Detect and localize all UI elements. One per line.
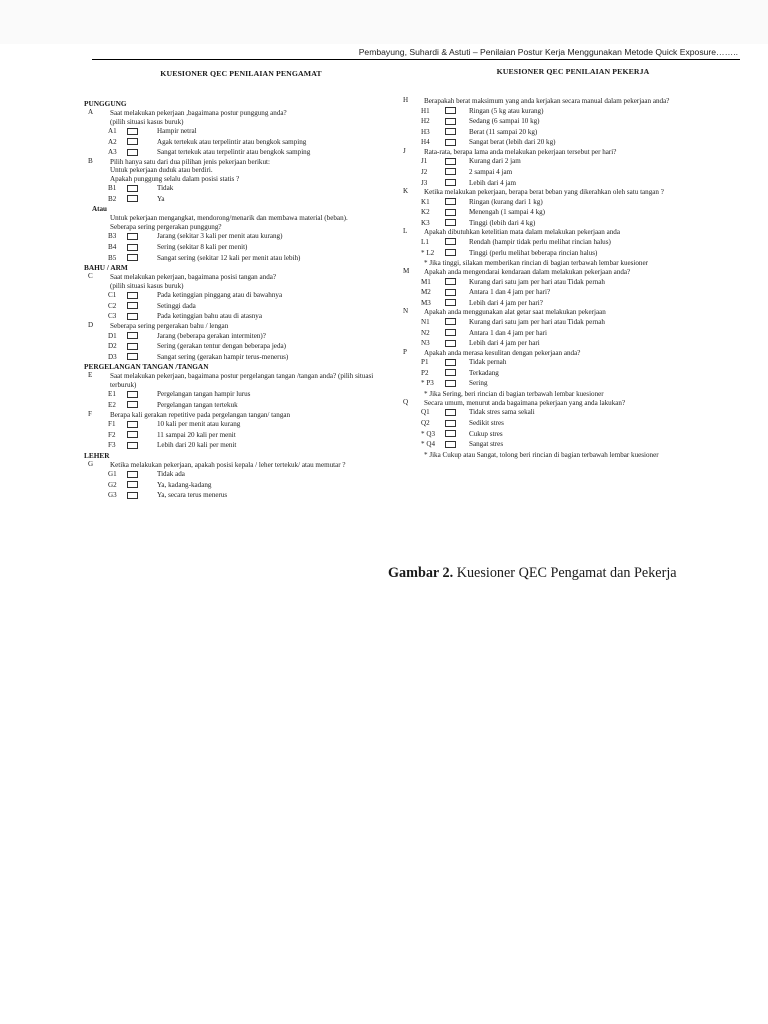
question (84, 158, 398, 184)
option-code: A1 (108, 127, 117, 135)
option-row (403, 237, 743, 248)
option-code: * P3 (421, 379, 434, 388)
option-checkbox[interactable] (127, 128, 138, 135)
question-text: Saat melakukan pekerjaan, bagaimana postur pergelangan tangan /tangan anda? (pilih situasi (110, 372, 374, 381)
option-label: Sangat sering (gerakan hampir terus-menerus) (157, 352, 289, 361)
option-code: P2 (421, 368, 429, 377)
option-row (84, 430, 398, 441)
option-code: H4 (421, 138, 430, 147)
option-checkbox[interactable] (127, 302, 138, 309)
option-checkbox[interactable] (445, 340, 456, 347)
question-text: Berapa kali gerakan repetitive pada pergelangan tangan/ tangan (110, 410, 291, 419)
option-row (403, 137, 743, 148)
option-code: L1 (421, 237, 429, 246)
option-code: * L2 (421, 248, 435, 257)
option-label: Pergelangan tangan hampir lurus (157, 390, 251, 399)
option-checkbox[interactable] (127, 391, 138, 398)
option-checkbox[interactable] (445, 409, 456, 416)
option-row (84, 311, 398, 322)
option-row (403, 287, 743, 298)
question (403, 308, 743, 317)
question-code: L (403, 227, 408, 236)
section-heading: LEHER (84, 450, 110, 460)
option-row (84, 231, 398, 242)
option-label: Hampir netral (157, 127, 197, 135)
question (84, 411, 398, 420)
option-label: Ya (157, 194, 165, 203)
option-checkbox[interactable] (445, 158, 456, 165)
observer-questionnaire (84, 68, 398, 501)
option-checkbox[interactable] (127, 401, 138, 408)
option-code: H1 (421, 106, 430, 115)
option-code: D3 (108, 352, 117, 361)
option-code: J2 (421, 167, 428, 176)
option-label: Kurang dari 2 jam (469, 157, 521, 166)
option-row (84, 389, 398, 400)
option-label: Sangat stres (469, 440, 504, 449)
footnote-instruction: * Jika Sering, beri rincian di bagian terbawah lembar kuesioner (424, 389, 604, 398)
option-code: B2 (108, 194, 117, 203)
option-label: Agak tertekuk atau terpelintir atau bengkok samping (157, 137, 307, 146)
question-text: Apakah anda menggunakan alat getar saat melakukan pekerjaan (424, 308, 606, 317)
option-row (84, 341, 398, 352)
option-code: A2 (108, 137, 117, 146)
option-checkbox[interactable] (127, 149, 138, 156)
option-checkbox[interactable] (127, 185, 138, 192)
option-checkbox[interactable] (127, 195, 138, 202)
option-row (403, 277, 743, 288)
option-checkbox[interactable] (127, 233, 138, 240)
option-code: C3 (108, 312, 117, 321)
question-text: Ketika melakukan pekerjaan, apakah posisi kepala / leher tertekuk/ atau memutar ? (110, 460, 346, 469)
option-row (403, 127, 743, 138)
option-row (84, 194, 398, 205)
option-code: H3 (421, 127, 430, 136)
question-text: (pilih situasi kasus buruk) (110, 281, 184, 290)
option-code: K1 (421, 197, 430, 206)
caption-label: Gambar 2. (388, 565, 454, 581)
question-code: E (88, 371, 93, 380)
question-text: Untuk pekerjaan duduk atau berdiri. (110, 166, 213, 175)
option-row (84, 126, 398, 137)
option-row (84, 137, 398, 148)
question (403, 228, 743, 237)
option-row (84, 419, 398, 430)
option-label: Sangat berat (lebih dari 20 kg) (469, 138, 556, 147)
option-label: Jarang (sekitar 3 kali per menit atau kurang) (157, 232, 283, 241)
section-heading: BAHU / ARM (84, 263, 128, 273)
question-text: Apakah punggung selalu dalam posisi statis ? (110, 174, 240, 183)
option-row (84, 440, 398, 451)
option-label: Lebih dari 4 jam (469, 178, 517, 187)
question-code: P (403, 347, 407, 356)
option-checkbox[interactable] (445, 168, 456, 175)
option-label: Sering (gerakan tentur dengan beberapa jeda) (157, 342, 287, 351)
option-code: P1 (421, 358, 429, 367)
option-label: 2 sampai 4 jam (469, 167, 513, 176)
option-checkbox[interactable] (127, 292, 138, 299)
option-row (403, 197, 743, 208)
option-label: Pergelangan tangan tertekuk (157, 400, 238, 409)
option-code: G3 (108, 491, 117, 500)
option-label: Lebih dari 4 jam per hari (469, 339, 540, 348)
option-row (84, 183, 398, 194)
option-code: G2 (108, 480, 117, 489)
option-code: B3 (108, 232, 117, 241)
option-row (84, 242, 398, 253)
option-code: G1 (108, 470, 117, 479)
option-checkbox[interactable] (445, 441, 456, 448)
question-text: Secara umum, menurut anda bagaimana pekerjaan yang anda lakukan? (424, 398, 626, 407)
option-row (84, 147, 398, 158)
option-label: Sangat sering (sekitar 12 kali per menit atau lebih) (157, 253, 301, 262)
option-code: J1 (421, 157, 428, 166)
option-code: J3 (421, 178, 428, 187)
question (403, 268, 743, 277)
option-checkbox[interactable] (127, 313, 138, 320)
question (84, 322, 398, 331)
option-code: K3 (421, 218, 430, 227)
option-checkbox[interactable] (445, 209, 456, 216)
option-code: M2 (421, 288, 431, 297)
option-code: N3 (421, 339, 430, 348)
option-code: * Q4 (421, 440, 435, 449)
option-row (403, 167, 743, 178)
option-checkbox[interactable] (127, 254, 138, 261)
option-checkbox[interactable] (127, 421, 138, 428)
caption-text: Kuesioner QEC Pengamat dan Pekerja (453, 565, 677, 581)
question-text: Berapakah berat maksimum yang anda kerjakan secara manual dalam pekerjaan anda? (424, 97, 670, 105)
option-row (403, 439, 743, 450)
question-code: M (403, 267, 410, 276)
question-text: Apakah anda merasa kesulitan dengan pekerjaan anda? (424, 348, 581, 357)
footnote-instruction: * Jika Cukup atau Sangat, tolong beri rincian di bagian terbawah lembar kuesioner (424, 450, 659, 459)
option-checkbox[interactable] (445, 318, 456, 325)
option-label: Tinggi (perlu melihat beberapa rincian halus) (469, 248, 598, 257)
question-text: (pilih situasi kasus buruk) (110, 117, 184, 126)
worker-title: KUESIONER QEC PENILAIAN PEKERJA (496, 67, 650, 76)
option-row (403, 207, 743, 218)
question (403, 97, 743, 106)
observer-questions (84, 99, 398, 501)
footnote-instruction: * Jika tinggi, silakan memberikan rincian di bagian terbawah lembar kuesioner (424, 259, 648, 268)
option-code: F1 (108, 420, 116, 428)
option-label: Jarang (beberapa gerakan intermiten)? (157, 331, 266, 340)
option-label: Berat (11 sampai 20 kg) (469, 127, 538, 136)
option-row (403, 338, 743, 349)
question-code: A (88, 108, 94, 116)
option-code: M1 (421, 277, 431, 286)
option-row (84, 352, 398, 363)
question-code: Q (403, 397, 409, 406)
option-code: F2 (108, 430, 116, 439)
option-row (403, 156, 743, 167)
option-row (403, 106, 743, 117)
question-code: F (88, 409, 92, 418)
option-row (84, 290, 398, 301)
option-label: Menengah (1 sampai 4 kg) (469, 208, 546, 217)
option-row (403, 328, 743, 339)
option-label: Antara 1 dan 4 jam per hari (469, 328, 548, 337)
question (84, 109, 398, 126)
option-code: F3 (108, 441, 116, 450)
worker-questionnaire (403, 68, 743, 460)
option-label: Kurang dari satu jam per hari atau Tidak pernah (469, 277, 605, 286)
option-checkbox[interactable] (127, 492, 138, 499)
option-code: Q1 (421, 408, 430, 417)
question-code: K (403, 187, 409, 196)
option-code: B5 (108, 253, 117, 262)
question-text: Pilih hanya satu dari dua pilihan jenis pekerjaan berikut: (110, 157, 270, 166)
option-label: Lebih dari 4 jam per hari? (469, 298, 543, 307)
option-row (403, 248, 743, 259)
question-code: H (403, 96, 409, 104)
option-label: Pada ketinggian bahu atau di atasnya (157, 312, 262, 321)
option-checkbox[interactable] (445, 198, 456, 205)
option-label: 10 kali per menit atau kurang (157, 420, 241, 428)
question-text: Rata-rata, berapa lama anda melakukan pekerjaan tersebut per hari? (424, 147, 617, 156)
option-checkbox[interactable] (445, 107, 456, 114)
question (403, 399, 743, 408)
option-checkbox[interactable] (445, 289, 456, 296)
header-rule (92, 59, 740, 60)
alternative-label: Atau (92, 205, 107, 214)
option-label: Tidak (157, 184, 174, 193)
option-label: Rendah (hampir tidak perlu melihat rincian halus) (469, 237, 611, 246)
option-row (403, 357, 743, 368)
option-label: Ya, kadang-kadang (157, 480, 212, 489)
option-label: Tidak ada (157, 470, 185, 479)
option-row (84, 253, 398, 264)
option-label: Sangat tertekuk atau terpelintir atau bengkok samping (157, 148, 311, 157)
running-header: Pembayung, Suhardi & Astuti – Penilaian Postur Kerja Menggunakan Metode Quick Exposure…….. (358, 47, 738, 57)
question-text: Seberapa sering pergerakan bahu / lengan (110, 322, 229, 331)
option-code: A3 (108, 148, 117, 157)
question (403, 349, 743, 358)
option-label: Setinggi dada (157, 301, 196, 310)
option-code: E1 (108, 390, 116, 399)
option-label: Kurang dari satu jam per hari atau Tidak pernah (469, 317, 605, 326)
option-checkbox[interactable] (127, 138, 138, 145)
option-checkbox[interactable] (445, 430, 456, 437)
top-margin (0, 0, 768, 44)
option-checkbox[interactable] (127, 244, 138, 251)
option-code: D2 (108, 342, 117, 351)
option-row (403, 418, 743, 429)
question-code: J (403, 146, 406, 155)
option-code: Q2 (421, 419, 430, 428)
option-code: B4 (108, 243, 117, 252)
question (403, 148, 743, 157)
option-checkbox[interactable] (445, 420, 456, 427)
option-row (403, 116, 743, 127)
option-checkbox[interactable] (445, 118, 456, 125)
question-text: Saat melakukan pekerjaan, bagaimana posisi tangan anda? (110, 273, 277, 282)
section-heading: PERGELANGAN TANGAN /TANGAN (84, 362, 209, 372)
option-checkbox[interactable] (127, 481, 138, 488)
option-code: * Q3 (421, 429, 435, 438)
option-label: Pada ketinggian pinggang atau di bawahnya (157, 291, 283, 300)
option-checkbox[interactable] (445, 329, 456, 336)
option-row (84, 331, 398, 342)
question-text: Untuk pekerjaan mengangkat, mendorong/menarik dan membawa material (beban). (110, 214, 348, 223)
option-checkbox[interactable] (445, 278, 456, 285)
option-label: Ringan (5 kg atau kurang) (469, 106, 544, 115)
option-code: K2 (421, 208, 430, 217)
option-row (403, 178, 743, 189)
question (84, 461, 398, 470)
option-code: D1 (108, 331, 117, 340)
option-checkbox[interactable] (127, 332, 138, 339)
section-heading: PUNGGUNG (84, 99, 127, 108)
option-label: Sedikit stres (469, 419, 504, 428)
option-label: Tidak stres sama sekali (469, 408, 535, 417)
option-label: Tinggi (lebih dari 4 kg) (469, 218, 536, 227)
option-label: Sering (469, 379, 488, 388)
option-code: N2 (421, 328, 430, 337)
option-code: H2 (421, 117, 430, 126)
option-label: Sedang (6 sampai 10 kg) (469, 117, 540, 126)
question-code: C (88, 272, 93, 281)
option-label: Antara 1 dan 4 jam per hari? (469, 288, 551, 297)
question-code: N (403, 307, 409, 316)
option-row (403, 378, 743, 389)
option-code: B1 (108, 184, 117, 193)
worker-questions (403, 97, 743, 460)
option-row (84, 480, 398, 491)
figure-caption (388, 565, 677, 582)
option-code: C2 (108, 301, 117, 310)
option-label: Lebih dari 20 kali per menit (157, 441, 237, 450)
option-checkbox[interactable] (445, 179, 456, 186)
question-text: Apakah anda mengendarai kendaraan dalam melakukan pekerjaan anda? (424, 268, 631, 277)
option-row (84, 301, 398, 312)
option-label: Cukup stres (469, 429, 503, 438)
option-checkbox[interactable] (445, 380, 456, 387)
question (403, 188, 743, 197)
option-row (84, 469, 398, 480)
option-row (403, 368, 743, 379)
question-code: B (88, 156, 93, 165)
option-checkbox[interactable] (127, 442, 138, 449)
question-code: G (88, 459, 94, 468)
option-row (84, 490, 398, 501)
question-text: Ketika melakukan pekerjaan, berapa berat beban yang dikerahkan oleh satu tangan ? (424, 188, 664, 197)
observer-title: KUESIONER QEC PENILAIAN PENGAMAT (160, 69, 322, 78)
option-label: Ringan (kurang dari 1 kg) (469, 197, 543, 206)
option-checkbox[interactable] (445, 359, 456, 366)
question-text: Apakah dibutuhkan ketelitian mata dalam melakukan pekerjaan anda (424, 228, 620, 237)
option-checkbox[interactable] (445, 219, 456, 226)
option-checkbox[interactable] (445, 238, 456, 245)
option-label: 11 sampai 20 kali per menit (157, 430, 236, 439)
option-checkbox[interactable] (445, 139, 456, 146)
option-checkbox[interactable] (127, 431, 138, 438)
option-label: Ya, secara terus menerus (157, 491, 228, 500)
option-checkbox[interactable] (445, 128, 456, 135)
option-label: Tidak pernah (469, 358, 507, 367)
option-checkbox[interactable] (127, 343, 138, 350)
option-label: Sering (sekitar 8 kali per menit) (157, 243, 248, 252)
option-code: E2 (108, 400, 116, 409)
question (84, 372, 398, 389)
question-text: Seberapa sering pergerakan punggung? (110, 222, 222, 231)
option-checkbox[interactable] (445, 369, 456, 376)
option-row (403, 218, 743, 229)
option-row (403, 429, 743, 440)
option-code: C1 (108, 291, 117, 300)
option-checkbox[interactable] (127, 353, 138, 360)
option-checkbox[interactable] (445, 299, 456, 306)
option-checkbox[interactable] (127, 471, 138, 478)
question (84, 273, 398, 290)
option-row (403, 298, 743, 309)
option-label: Terkadang (469, 368, 499, 377)
option-code: N1 (421, 317, 430, 326)
question-code: D (88, 321, 94, 330)
question-text: terburuk) (110, 380, 137, 389)
option-checkbox[interactable] (445, 249, 456, 256)
option-row (84, 400, 398, 411)
option-row (403, 407, 743, 418)
option-row (403, 317, 743, 328)
question-text: Saat melakukan pekerjaan ,bagaimana postur punggung anda? (110, 109, 287, 117)
option-code: M3 (421, 298, 431, 307)
